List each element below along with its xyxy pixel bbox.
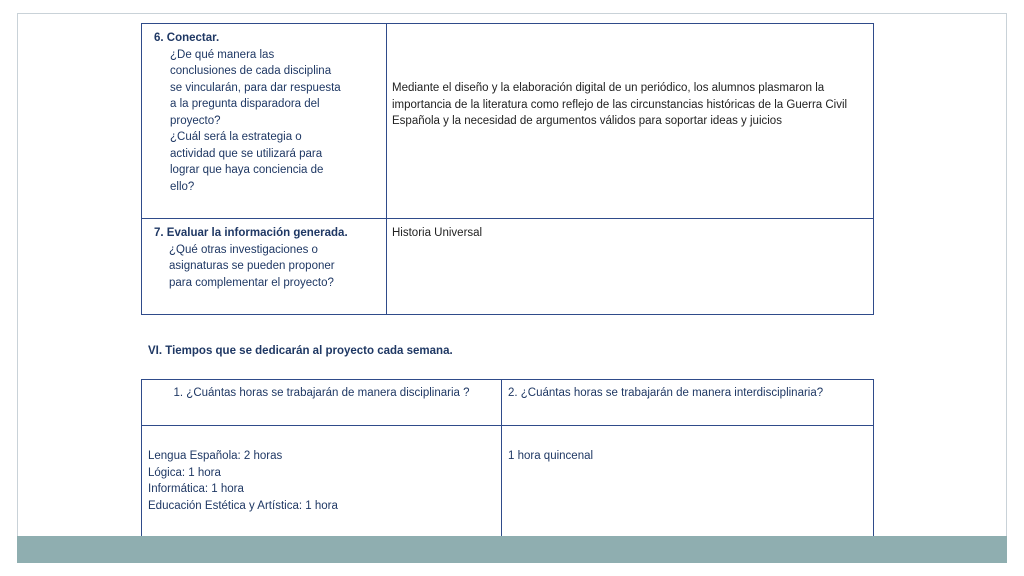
conectar-answer-cell: [387, 24, 874, 219]
disciplinary-hours-cell: [142, 426, 502, 537]
disciplinary-hours-line: Informática: 1 hora: [148, 483, 244, 495]
footer-band: [17, 536, 1007, 563]
evaluar-answer-cell: [387, 219, 874, 315]
disciplinary-hours-line: Lógica: 1 hora: [148, 466, 221, 479]
evaluar-question-line: para complementar el proyecto?: [169, 276, 334, 289]
conectar-question-line: ¿De qué manera las: [170, 48, 275, 61]
interdisciplinary-hours-cell: [502, 426, 874, 537]
conectar-question-line: actividad que se utilizará para: [170, 147, 323, 160]
hours-body-row: [142, 426, 874, 537]
hours-header-row: [142, 380, 874, 426]
interdisciplinary-hours-value: 1 hora quincenal: [508, 450, 594, 462]
table-row-evaluar: [142, 219, 874, 315]
conectar-question-line: lograr que haya conciencia de: [170, 164, 324, 176]
conectar-question-line: se vincularán, para dar respuesta: [170, 81, 341, 94]
evaluar-answer: Historia Universal: [392, 227, 483, 239]
disciplinary-hours-line: Lengua Española: 2 horas: [148, 450, 283, 462]
conectar-question-cell: [142, 24, 387, 219]
conectar-question-line: conclusiones de cada disciplina: [170, 65, 332, 77]
conectar-question-line: proyecto?: [170, 114, 221, 127]
conectar-question-line: ¿Cuál será la estrategia o: [170, 131, 302, 143]
conectar-title: 6. Conectar.: [154, 32, 220, 44]
disciplinary-hours-header: 1. ¿Cuántas horas se trabajarán de manera disciplinaria ?: [142, 380, 502, 426]
conectar-question-line: ello?: [170, 180, 195, 193]
table-row-conectar: [142, 24, 874, 219]
conectar-answer: Mediante el diseño y la elaboración digital de un periódico, los alumnos plasmaron la importancia de la literatura como reflejo de las circunstancias históricas de la Guerra Civil Española y la necesidad de argumentos válidos para soportar ideas y juicios: [392, 82, 848, 127]
hours-table: [141, 379, 874, 537]
section-vi-heading: VI. Tiempos que se dedicarán al proyecto cada semana.: [148, 345, 453, 357]
evaluar-question-line: asignaturas se pueden proponer: [169, 260, 335, 272]
interdisciplinary-hours-header: 2. ¿Cuántas horas se trabajarán de manera interdisciplinaria?: [502, 380, 874, 426]
project-table: [141, 23, 874, 315]
evaluar-title: 7. Evaluar la información generada.: [154, 227, 348, 239]
evaluar-question-cell: [142, 219, 387, 315]
disciplinary-hours-line: Educación Estética y Artística: 1 hora: [148, 499, 338, 512]
conectar-question-line: a la pregunta disparadora del: [170, 98, 320, 110]
evaluar-question-line: ¿Qué otras investigaciones o: [169, 243, 318, 256]
